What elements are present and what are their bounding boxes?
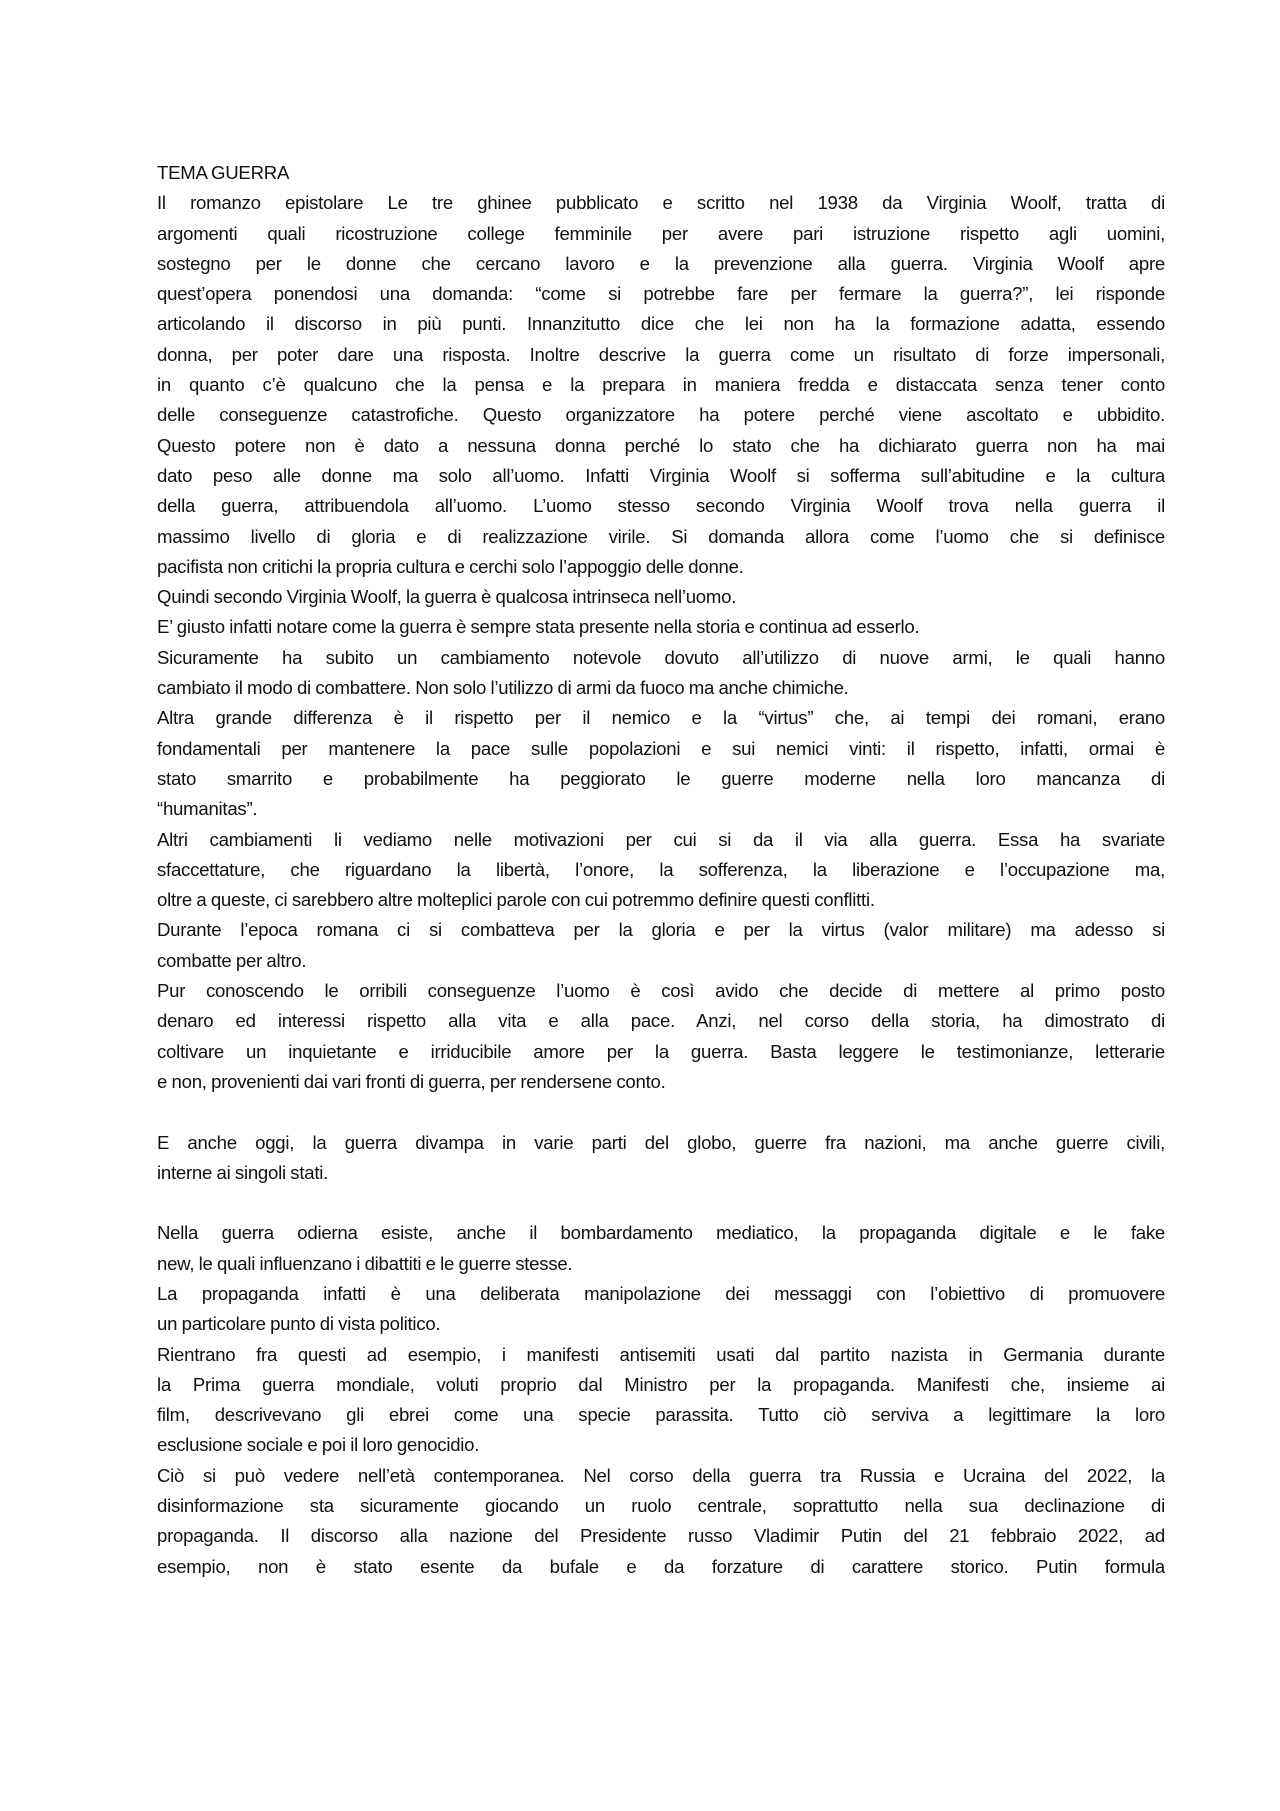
paragraph — [157, 825, 1165, 916]
blank-line — [157, 1188, 1165, 1218]
text-line: sostegno per le donne che cercano lavoro e la prevenzione alla guerra. Virginia Woolf apre — [157, 252, 1165, 274]
text-line: argomenti quali ricostruzione college femminile per avere pari istruzione rispetto agli uomini, — [157, 222, 1165, 244]
text-line: Rientrano fra questi ad esempio, i manifesti antisemiti usati dal partito nazista in Germania durante — [157, 1343, 1165, 1365]
text-line: esempio, non è stato esente da bufale e da forzature di carattere storico. Putin formula — [157, 1555, 1165, 1577]
text-line — [157, 1188, 1165, 1218]
text-line: Pur conoscendo le orribili conseguenze l’uomo è così avido che decide di mettere al primo posto — [157, 980, 1165, 1002]
text-line: Questo potere non è dato a nessuna donna perché lo stato che ha dichiarato guerra non ha mai — [157, 434, 1165, 456]
text-line: La propaganda infatti è una deliberata manipolazione dei messaggi con l’obiettivo di promuovere — [157, 1282, 1165, 1304]
text-line: articolando il discorso in più punti. Innanzitutto dice che lei non ha la formazione adatta, essendo — [157, 313, 1165, 335]
text-line: la Prima guerra mondiale, voluti proprio dal Ministro per la propaganda. Manifesti che, insieme ai — [157, 1373, 1165, 1395]
text-line — [157, 1097, 1165, 1127]
text-line: pacifista non critichi la propria cultura e cerchi solo l’appoggio delle donne. — [157, 555, 744, 577]
paragraph — [157, 1340, 1165, 1461]
text-line: fondamentali per mantenere la pace sulle popolazioni e sui nemici vinti: il rispetto, infatti, ormai è — [157, 737, 1165, 759]
paragraph — [157, 915, 1165, 976]
text-line: e non, provenienti dai vari fronti di guerra, per rendersene conto. — [157, 1070, 666, 1092]
text-line: Ciò si può vedere nell’età contemporanea. Nel corso della guerra tra Russia e Ucraina del 2022, la — [157, 1464, 1165, 1486]
paragraph — [157, 1461, 1165, 1582]
text-line: new, le quali influenzano i dibattiti e le guerre stesse. — [157, 1252, 573, 1274]
text-line: Sicuramente ha subito un cambiamento notevole dovuto all’utilizzo di nuove armi, le quali hanno — [157, 646, 1165, 668]
text-line: Altri cambiamenti li vediamo nelle motivazioni per cui si da il via alla guerra. Essa ha svariate — [157, 828, 1165, 850]
text-line: E’ giusto infatti notare come la guerra è sempre stata presente nella storia e continua ad esserlo. — [157, 616, 920, 638]
text-line: “humanitas”. — [157, 798, 258, 820]
text-line: film, descrivevano gli ebrei come una specie parassita. Tutto ciò serviva a legittimare la loro — [157, 1404, 1165, 1426]
text-line: cambiato il modo di combattere. Non solo l’utilizzo di armi da fuoco ma anche chimiche. — [157, 677, 849, 699]
text-line: Nella guerra odierna esiste, anche il bombardamento mediatico, la propaganda digitale e le fake — [157, 1222, 1165, 1244]
paragraph — [157, 1218, 1165, 1279]
text-line: Quindi secondo Virginia Woolf, la guerra è qualcosa intrinseca nell’uomo. — [157, 586, 737, 608]
text-line: stato smarrito e probabilmente ha peggiorato le guerre moderne nella loro mancanza di — [157, 767, 1165, 789]
blank-line — [157, 1097, 1165, 1127]
text-line: un particolare punto di vista politico. — [157, 1313, 441, 1335]
document-page — [157, 158, 1165, 1582]
paragraph — [157, 612, 1165, 642]
text-line: delle conseguenze catastrofiche. Questo organizzatore ha potere perché viene ascoltato e ubbidito. — [157, 404, 1165, 426]
text-line: massimo livello di gloria e di realizzazione virile. Si domanda allora come l’uomo che si definisce — [157, 525, 1165, 547]
paragraph — [157, 976, 1165, 1097]
text-line: donna, per poter dare una risposta. Inoltre descrive la guerra come un risultato di forze impersonali, — [157, 343, 1165, 365]
paragraph — [157, 703, 1165, 824]
text-line: della guerra, attribuendola all’uomo. L’uomo stesso secondo Virginia Woolf trova nella guerra il — [157, 495, 1165, 517]
text-line: dato peso alle donne ma solo all’uomo. Infatti Virginia Woolf si sofferma sull’abitudine e la cultura — [157, 464, 1165, 486]
text-line: Durante l’epoca romana ci si combatteva per la gloria e per la virtus (valor militare) ma adesso si — [157, 919, 1165, 941]
text-line: coltivare un inquietante e irriducibile amore per la guerra. Basta leggere le testimonianze, letterarie — [157, 1040, 1165, 1062]
text-line: quest’opera ponendosi una domanda: “come si potrebbe fare per fermare la guerra?”, lei risponde — [157, 283, 1165, 305]
text-line: Altra grande differenza è il rispetto per il nemico e la “virtus” che, ai tempi dei romani, erano — [157, 707, 1165, 729]
text-line: propaganda. Il discorso alla nazione del Presidente russo Vladimir Putin del 21 febbraio 2022, ad — [157, 1525, 1165, 1547]
text-line: disinformazione sta sicuramente giocando un ruolo centrale, soprattutto nella sua declinazione di — [157, 1495, 1165, 1517]
text-line: interne ai singoli stati. — [157, 1161, 329, 1183]
paragraph — [157, 582, 1165, 612]
paragraph — [157, 1279, 1165, 1340]
paragraph — [157, 643, 1165, 704]
text-line: combatte per altro. — [157, 949, 307, 971]
text-line: Il romanzo epistolare Le tre ghinee pubblicato e scritto nel 1938 da Virginia Woolf, tratta di — [157, 192, 1165, 214]
paragraph — [157, 188, 1165, 582]
text-line: denaro ed interessi rispetto alla vita e alla pace. Anzi, nel corso della storia, ha dimostrato di — [157, 1010, 1165, 1032]
text-line: E anche oggi, la guerra divampa in varie parti del globo, guerre fra nazioni, ma anche guerre civili, — [157, 1131, 1165, 1153]
document-title: TEMA GUERRA — [157, 162, 290, 183]
document-body — [157, 188, 1165, 1582]
text-line: oltre a queste, ci sarebbero altre molteplici parole con cui potremmo definire questi conflitti. — [157, 889, 875, 911]
text-line: in quanto c’è qualcuno che la pensa e la prepara in maniera fredda e distaccata senza tener conto — [157, 374, 1165, 396]
text-line: esclusione sociale e poi il loro genocidio. — [157, 1434, 480, 1456]
text-line: sfaccettature, che riguardano la libertà, l’onore, la sofferenza, la liberazione e l’occupazione ma, — [157, 858, 1165, 880]
paragraph — [157, 1128, 1165, 1189]
